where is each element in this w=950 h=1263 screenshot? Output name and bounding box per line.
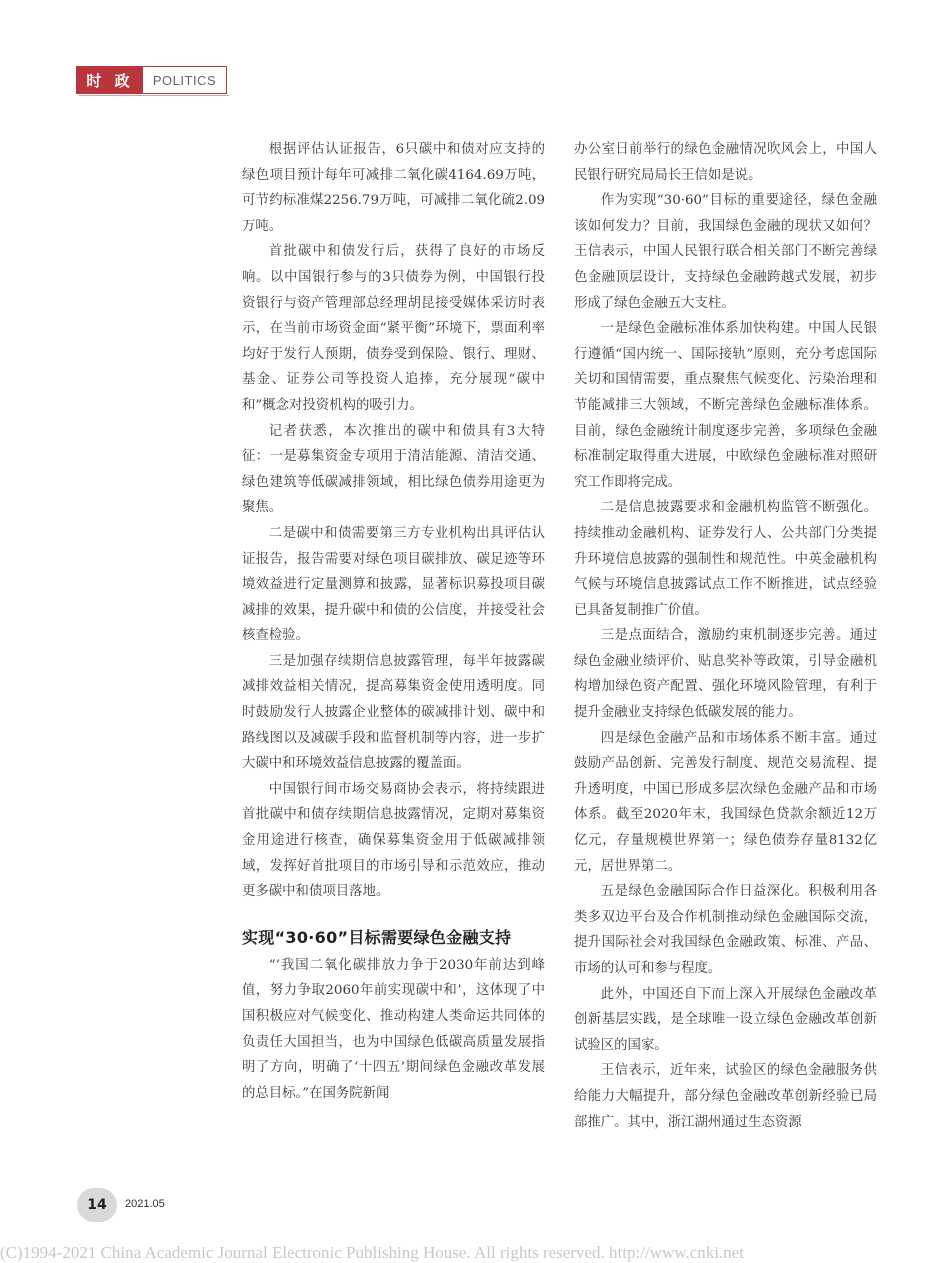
section-tag bbox=[76, 66, 227, 94]
paragraph: 根据评估认证报告，6只碳中和债对应支持的绿色项目预计每年可减排二氧化碳4164.69万吨，可节约标准煤2256.79万吨，可减排二氧化硫2.09万吨。 bbox=[242, 142, 545, 234]
paragraph: “‘我国二氧化碳排放力争于2030年前达到峰值，努力争取2060年前实现碳中和’，这体现了中国积极应对气候变化、推动构建人类命运共同体的负责任大国担当，也为中国绿色低碳高质量发展指明了方向，明确了‘十四五’期间绿色金融改革发展的总目标。”在国务院新闻 bbox=[242, 957, 545, 1101]
section-tag-underline bbox=[79, 93, 229, 96]
article-column-right bbox=[574, 137, 877, 1135]
paragraph: 王信表示，近年来，试验区的绿色金融服务供给能力大幅提升，部分绿色金融改革创新经验已局部推广。其中，浙江湖州通过生态资源 bbox=[574, 1063, 877, 1130]
section-label-cn: 时 政 bbox=[77, 67, 143, 93]
paragraph: 记者获悉，本次推出的碳中和债具有3大特征：一是募集资金专项用于清洁能源、清洁交通、绿色建筑等低碳减排领域，相比绿色债券用途更为聚焦。 bbox=[242, 423, 545, 516]
paragraph: 四是绿色金融产品和市场体系不断丰富。通过鼓励产品创新、完善发行制度、规范交易流程、提升透明度，中国已形成多层次绿色金融产品和市场体系。截至2020年末，我国绿色贷款余额近12万亿元，存量规模世界第一；绿色债券存量8132亿元，居世界第二。 bbox=[574, 730, 877, 874]
paragraph: 三是加强存续期信息披露管理，每半年披露碳减排效益相关情况，提高募集资金使用透明度。同时鼓励发行人披露企业整体的碳减排计划、碳中和路线图以及减碳手段和监督机制等内容，进一步扩大碳中和环境效益信息披露的覆盖面。 bbox=[242, 653, 545, 772]
page-number: 14 bbox=[77, 1188, 117, 1222]
paragraph: 中国银行间市场交易商协会表示，将持续跟进首批碳中和债存续期信息披露情况，定期对募集资金用途进行核查，确保募集资金用于低碳减排领域，发挥好首批项目的市场引导和示范效应，推动更多碳中和债项目落地。 bbox=[242, 781, 545, 900]
paragraph: 作为实现“30·60”目标的重要途径，绿色金融该如何发力？目前，我国绿色金融的现状又如何？王信表示，中国人民银行联合相关部门不断完善绿色金融顶层设计，支持绿色金融跨越式发展，初步形成了绿色金融五大支柱。 bbox=[574, 193, 877, 311]
paragraph: 办公室日前举行的绿色金融情况吹风会上，中国人民银行研究局局长王信如是说。 bbox=[574, 142, 877, 183]
paragraph: 首批碳中和债发行后，获得了良好的市场反响。以中国银行参与的3只债券为例，中国银行投资银行与资产管理部总经理胡昆接受媒体采访时表示，在当前市场资金面“紧平衡”环境下，票面利率均好于发行人预期，债券受到保险、银行、理财、基金、证券公司等投资人追捧，充分展现“碳中和”概念对投资机构的吸引力。 bbox=[242, 244, 545, 413]
paragraph: 五是绿色金融国际合作日益深化。积极利用各类多双边平台及合作机制推动绿色金融国际交流，提升国际社会对我国绿色金融政策、标准、产品、市场的认可和参与程度。 bbox=[574, 884, 877, 976]
paragraph: 此外，中国还自下而上深入开展绿色金融改革创新基层实践，是全球唯一设立绿色金融改革创新试验区的国家。 bbox=[574, 986, 877, 1053]
issue-date: 2021.05 bbox=[125, 1198, 165, 1210]
section-label-en: POLITICS bbox=[152, 72, 217, 88]
paragraph: 一是绿色金融标准体系加快构建。中国人民银行遵循“国内统一、国际接轨”原则，充分考虑国际关切和国情需要，重点聚焦气候变化、污染治理和节能减排三大领域，不断完善绿色金融标准体系。目前，绿色金融统计制度逐步完善，多项绿色金融标准制定取得重大进展，中欧绿色金融标准对照研究工作即将完成。 bbox=[574, 321, 877, 490]
paragraph: 三是点面结合，激励约束机制逐步完善。通过绿色金融业绩评价、贴息奖补等政策，引导金融机构增加绿色资产配置、强化环境风险管理，有利于提升金融业支持绿色低碳发展的能力。 bbox=[574, 628, 877, 721]
paragraph: 二是碳中和债需要第三方专业机构出具评估认证报告，报告需要对绿色项目碳排放、碳足迹等环境效益进行定量测算和披露，显著标识募投项目碳减排的效果，提升碳中和债的公信度，并接受社会核查检验。 bbox=[242, 525, 545, 644]
paragraph: 二是信息披露要求和金融机构监管不断强化。持续推动金融机构、证券发行人、公共部门分类提升环境信息披露的强制性和规范性。中英金融机构气候与环境信息披露试点工作不断推进，试点经验已具备复制推广价值。 bbox=[574, 500, 877, 618]
section-heading: 实现“30·60”目标需要绿色金融支持 bbox=[242, 927, 512, 947]
copyright-notice: (C)1994-2021 China Academic Journal Electronic Publishing House. All rights reserved. http://www.cnki.net bbox=[0, 1243, 744, 1262]
article-column-left bbox=[242, 137, 545, 1106]
